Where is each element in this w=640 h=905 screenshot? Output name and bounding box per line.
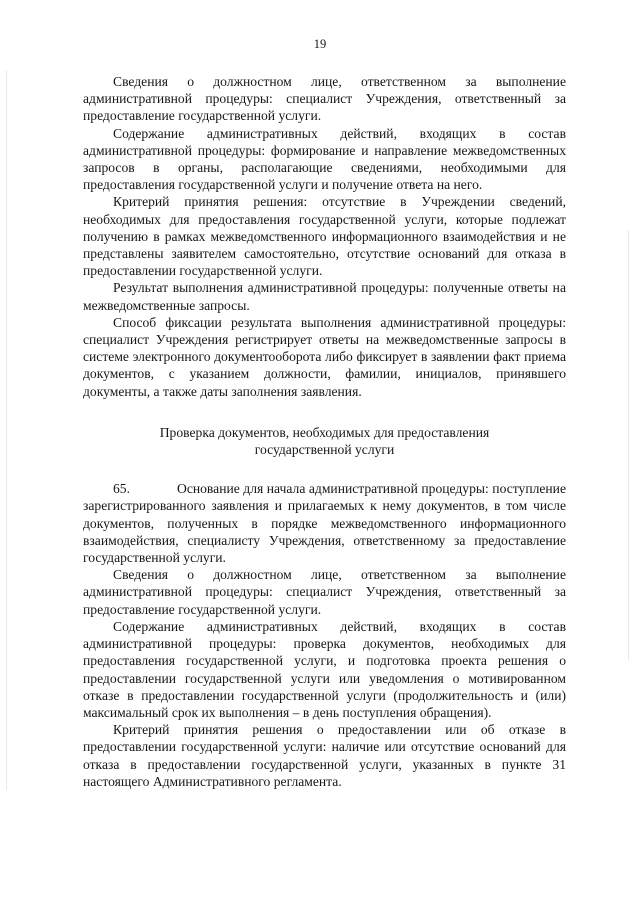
scan-edge-left — [6, 70, 7, 790]
scan-edge-right — [628, 230, 629, 660]
paragraph-responsible-official-2: Сведения о должностном лице, ответственном за выполнение административной процедуры: специалист Учреждения, ответственный за предоставление государственной услуги. — [83, 567, 566, 617]
section-heading-line-1: Проверка документов, необходимых для предоставления — [159, 424, 490, 440]
paragraph-actions-content: Содержание административных действий, входящих в состав административной процедуры: формирование и направление межведомственных запросов в органы, располагающие сведениями, необходимыми для предоставления государственной услуги и получение ответа на него. — [83, 125, 566, 193]
page-number: 19 — [313, 37, 327, 51]
item-65 — [83, 480, 566, 566]
section-heading-line-2: государственной услуги — [254, 442, 395, 458]
section-heading — [83, 424, 566, 458]
document-body — [83, 73, 566, 790]
paragraph-decision-criterion: Критерий принятия решения: отсутствие в Учреждении сведений, необходимых для предоставления государственной услуги, которые подлежат получению в рамках межведомственного информационного взаимодействия и не представлены заявителем самостоятельно, отсутствие оснований для отказа в предоставлении государственной услуги. — [83, 194, 566, 279]
paragraph-procedure-result: Результат выполнения административной процедуры: полученные ответы на межведомственные запросы. — [83, 280, 566, 313]
item-65-text: Основание для начала административной процедуры: поступление зарегистрированного заявления и прилагаемых к нему документов, в том числе документов, полученных в порядке межведомственного информационного взаимодействия, специалисту Учреждения, ответственному за предоставление государственной услуги. — [83, 481, 566, 566]
paragraph-actions-content-2: Содержание административных действий, входящих в состав административной процедуры: проверка документов, необходимых для предоставления государственной услуги, и подготовка проекта решения о предоставлении государственной услуги или уведомления о мотивированном отказе в предоставлении государственной услуги (продолжительность и (или) максимальный срок их выполнения – в день поступления обращения). — [83, 618, 566, 720]
paragraph-decision-criterion-2: Критерий принятия решения о предоставлении или об отказе в предоставлении государственной услуги: наличие или отсутствие оснований для отказа в предоставлении государственной услуги, указанных в пункте 31 настоящего Административного регламента. — [83, 722, 566, 789]
paragraph-fixation-method: Способ фиксации результата выполнения административной процедуры: специалист Учреждения регистрирует ответы на межведомственные запросы в системе электронного документооборота либо фиксирует в заявлении факт приема документов, с указанием должности, фамилии, инициалов, принявшего документы, а также даты заполнения заявления. — [83, 314, 566, 399]
item-65-number: 65. — [113, 481, 130, 497]
paragraph-responsible-official: Сведения о должностном лице, ответственном за выполнение административной процедуры: специалист Учреждения, ответственный за предоставление государственной услуги. — [83, 74, 566, 124]
